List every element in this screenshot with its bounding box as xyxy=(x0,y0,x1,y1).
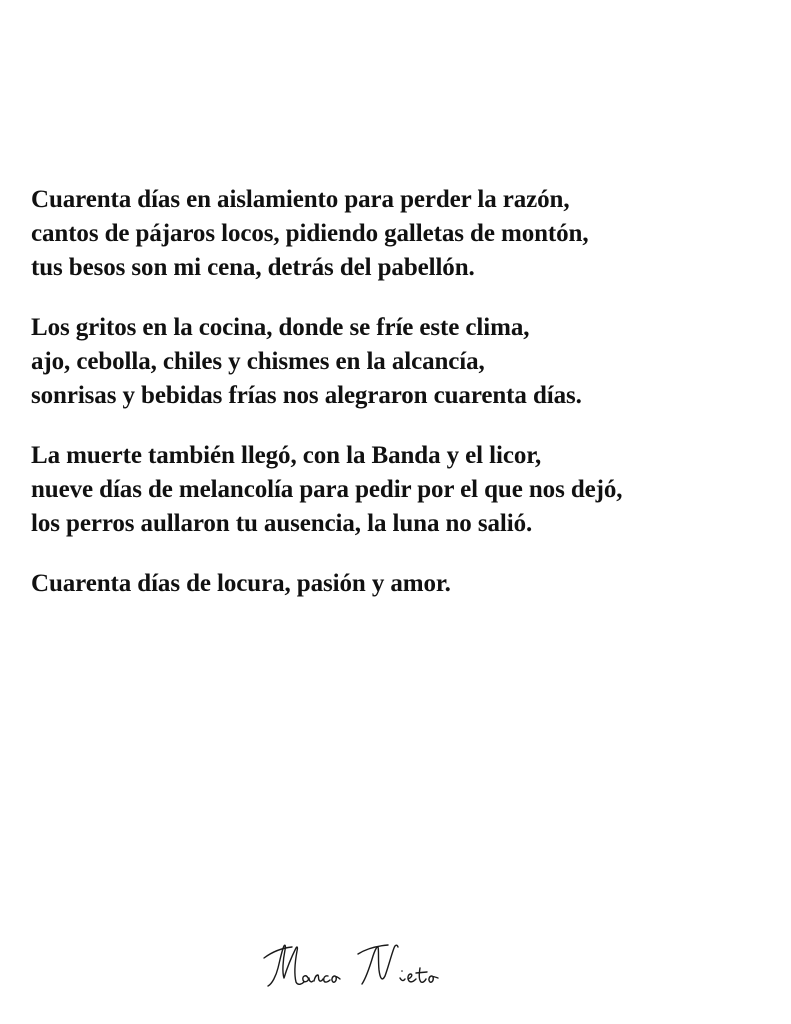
poem-line: nueve días de melancolía para pedir por el que nos dejó, xyxy=(31,476,623,503)
poem-line: cantos de pájaros locos, pidiendo galletas de montón, xyxy=(31,220,589,247)
poem-line: La muerte también llegó, con la Banda y el licor, xyxy=(31,442,542,469)
stanza-4 xyxy=(31,567,771,601)
stanza-3 xyxy=(31,439,771,541)
signature-handwriting-image xyxy=(262,938,482,1008)
author-signature xyxy=(262,938,482,1008)
poem-line: sonrisas y bebidas frías nos alegraron cuarenta días. xyxy=(31,382,582,409)
poem-line: ajo, cebolla, chiles y chismes en la alcancía, xyxy=(31,348,485,375)
stanza-1 xyxy=(31,183,771,285)
poem-line: Los gritos en la cocina, donde se fríe este clima, xyxy=(31,314,530,341)
poem-line: tus besos son mi cena, detrás del pabellón. xyxy=(31,254,475,281)
poem-body xyxy=(31,183,771,627)
poem-line: Cuarenta días de locura, pasión y amor. xyxy=(31,570,451,597)
poem-line: Cuarenta días en aislamiento para perder la razón, xyxy=(31,186,570,213)
stanza-2 xyxy=(31,311,771,413)
poem-line: los perros aullaron tu ausencia, la luna no salió. xyxy=(31,510,533,537)
